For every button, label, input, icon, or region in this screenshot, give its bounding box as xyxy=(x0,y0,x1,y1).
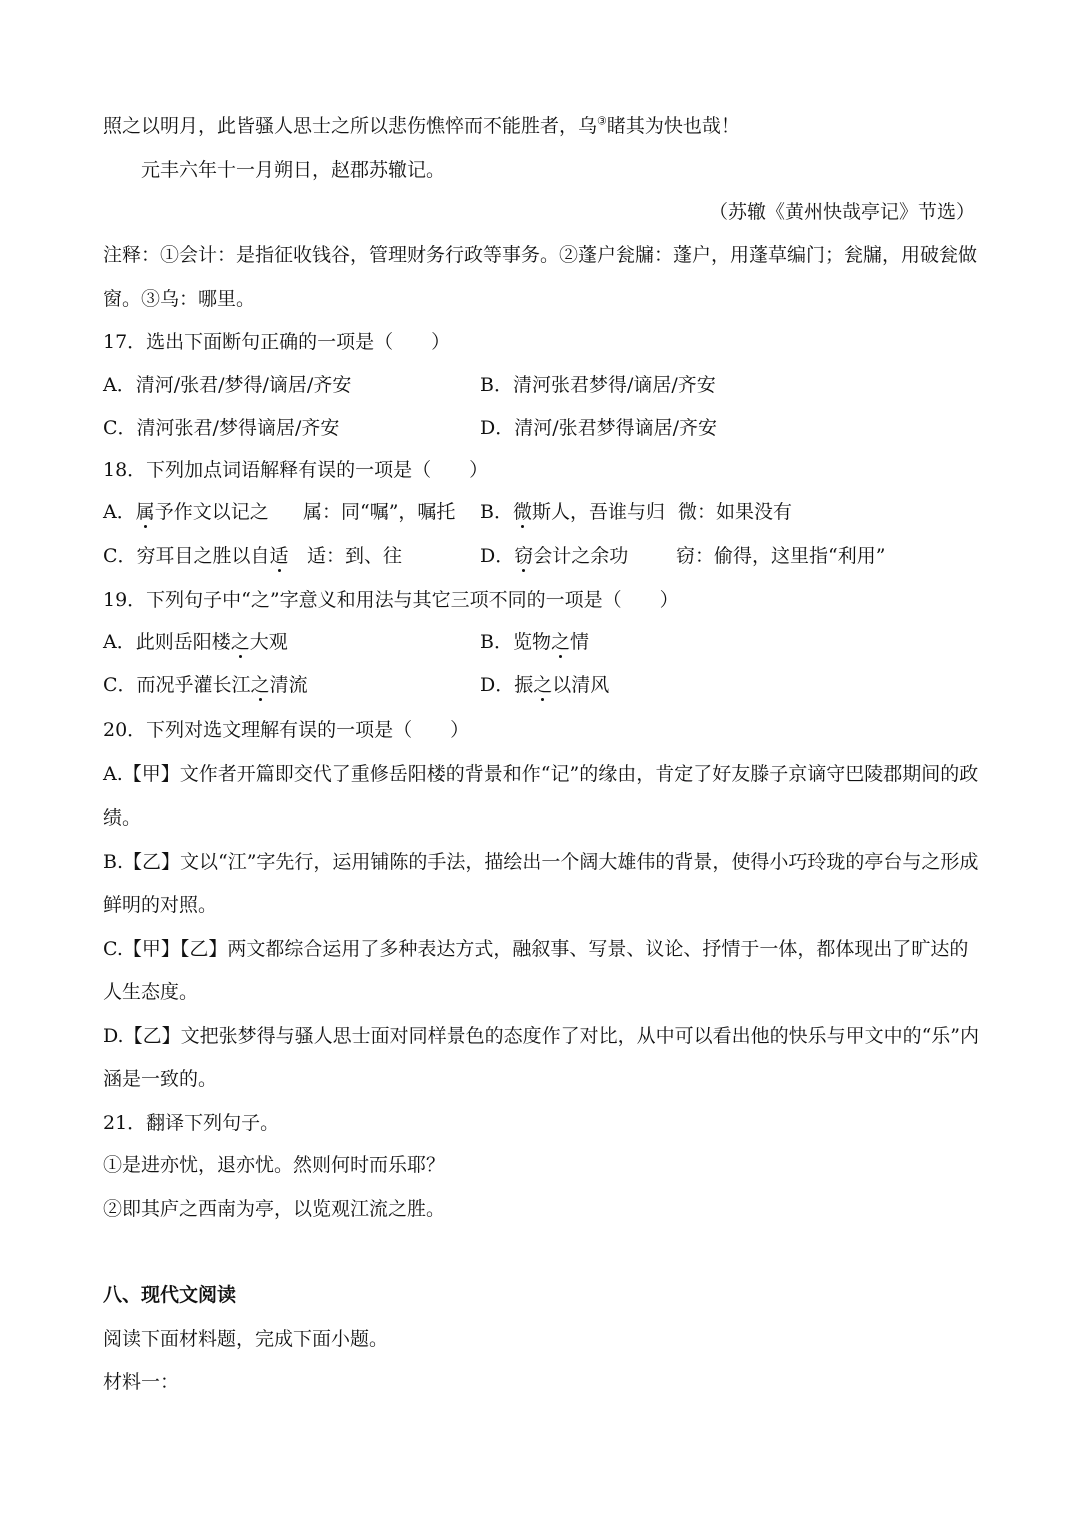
q18-option-a: A．属予作文以记之 xyxy=(103,501,269,523)
passage-line-1 xyxy=(103,113,740,139)
material-1-label: 材料一： xyxy=(103,1371,180,1393)
passage-text: 睹其为快也哉！ xyxy=(606,115,740,137)
q17-option-d: D．清河/张君梦得谪居/齐安 xyxy=(480,417,718,439)
q18-option-c: C．穷耳目之胜以自适 xyxy=(103,545,289,567)
q17-option-c: C．清河张君/梦得谪居/齐安 xyxy=(103,417,340,439)
q19-option-a: A．此则岳阳楼之大观 xyxy=(103,631,288,653)
passage-line-2: 元丰六年十一月朔日，赵郡苏辙记。 xyxy=(141,159,446,181)
notes-line-1: 注释：①会计：是指征收钱谷，管理财务行政等事务。②蓬户瓮牖：蓬户，用蓬草编门；瓮牖，用破瓮做 xyxy=(103,244,978,266)
q20-option-d-line-1: D.【乙】文把张梦得与骚人思士面对同样景色的态度作了对比，从中可以看出他的快乐与甲文中的“乐”内 xyxy=(103,1025,980,1047)
section-8-title: 八、现代文阅读 xyxy=(103,1284,237,1306)
dotted-char: 之 xyxy=(230,631,250,653)
q18-option-c-explanation: 适：到、往 xyxy=(307,545,403,567)
q20-option-d-line-2: 涵是一致的。 xyxy=(103,1068,218,1090)
q20-option-a-line-1: A.【甲】文作者开篇即交代了重修岳阳楼的背景和作“记”的缘由，肯定了好友滕子京谪守巴陵郡期间的政 xyxy=(103,763,979,785)
q17-option-a: A．清河/张君/梦得/谪居/齐安 xyxy=(103,374,352,396)
q17-option-b: B．清河张君梦得/谪居/齐安 xyxy=(480,374,716,396)
question-18-stem: 18．下列加点词语解释有误的一项是（ ） xyxy=(103,459,489,481)
q20-option-a-line-2: 绩。 xyxy=(103,807,142,829)
q20-option-b-line-1: B.【乙】文以“江”字先行，运用铺陈的手法，描绘出一个阔大雄伟的背景，使得小巧玲珑的亭台与之形成 xyxy=(103,851,979,873)
question-19-stem: 19．下列句子中“之”字意义和用法与其它三项不同的一项是（ ） xyxy=(103,589,679,611)
question-20-stem: 20．下列对选文理解有误的一项是（ ） xyxy=(103,719,470,741)
q18-option-b: B．微斯人，吾谁与归 xyxy=(480,501,665,523)
note-marker: ③ xyxy=(597,114,607,128)
q20-option-c-line-2: 人生态度。 xyxy=(103,981,199,1003)
q18-option-d-explanation: 窃：偷得，这里指“利用” xyxy=(676,545,886,567)
dotted-char: 适 xyxy=(269,545,289,567)
q19-option-d: D．振之以清风 xyxy=(480,674,610,696)
q21-sentence-2: ②即其庐之西南为亭，以览观江流之胜。 xyxy=(103,1198,446,1220)
dotted-char: 属 xyxy=(135,501,155,523)
q18-option-a-explanation: 属：同“嘱”，嘱托 xyxy=(303,501,456,523)
question-21-stem: 21．翻译下列句子。 xyxy=(103,1112,280,1134)
q19-option-c: C．而况乎灌长江之清流 xyxy=(103,674,308,696)
q20-option-b-line-2: 鲜明的对照。 xyxy=(103,894,218,916)
question-17-stem: 17．选出下面断句正确的一项是（ ） xyxy=(103,331,451,353)
q19-option-b: B．览物之情 xyxy=(480,631,589,653)
q20-option-c-line-1: C.【甲】【乙】两文都综合运用了多种表达方式，融叙事、写景、议论、抒情于一体，都体现出了旷达的 xyxy=(103,938,969,960)
notes-line-2: 窗。③乌：哪里。 xyxy=(103,288,256,310)
dotted-char: 窃 xyxy=(514,545,534,567)
dotted-char: 微 xyxy=(512,501,532,523)
section-8-instruction: 阅读下面材料题，完成下面小题。 xyxy=(103,1328,389,1350)
dotted-char: 之 xyxy=(250,674,270,696)
q18-option-b-explanation: 微：如果没有 xyxy=(678,501,793,523)
passage-source: （苏辙《黄州快哉亭记》节选） xyxy=(708,201,975,223)
q21-sentence-1: ①是进亦忧，退亦忧。然则何时而乐耶？ xyxy=(103,1154,446,1176)
dotted-char: 之 xyxy=(550,631,570,653)
dotted-char: 之 xyxy=(533,674,553,696)
q18-option-d: D．窃会计之余功 xyxy=(480,545,629,567)
passage-text: 照之以明月，此皆骚人思士之所以悲伤憔悴而不能胜者，乌 xyxy=(103,115,598,137)
